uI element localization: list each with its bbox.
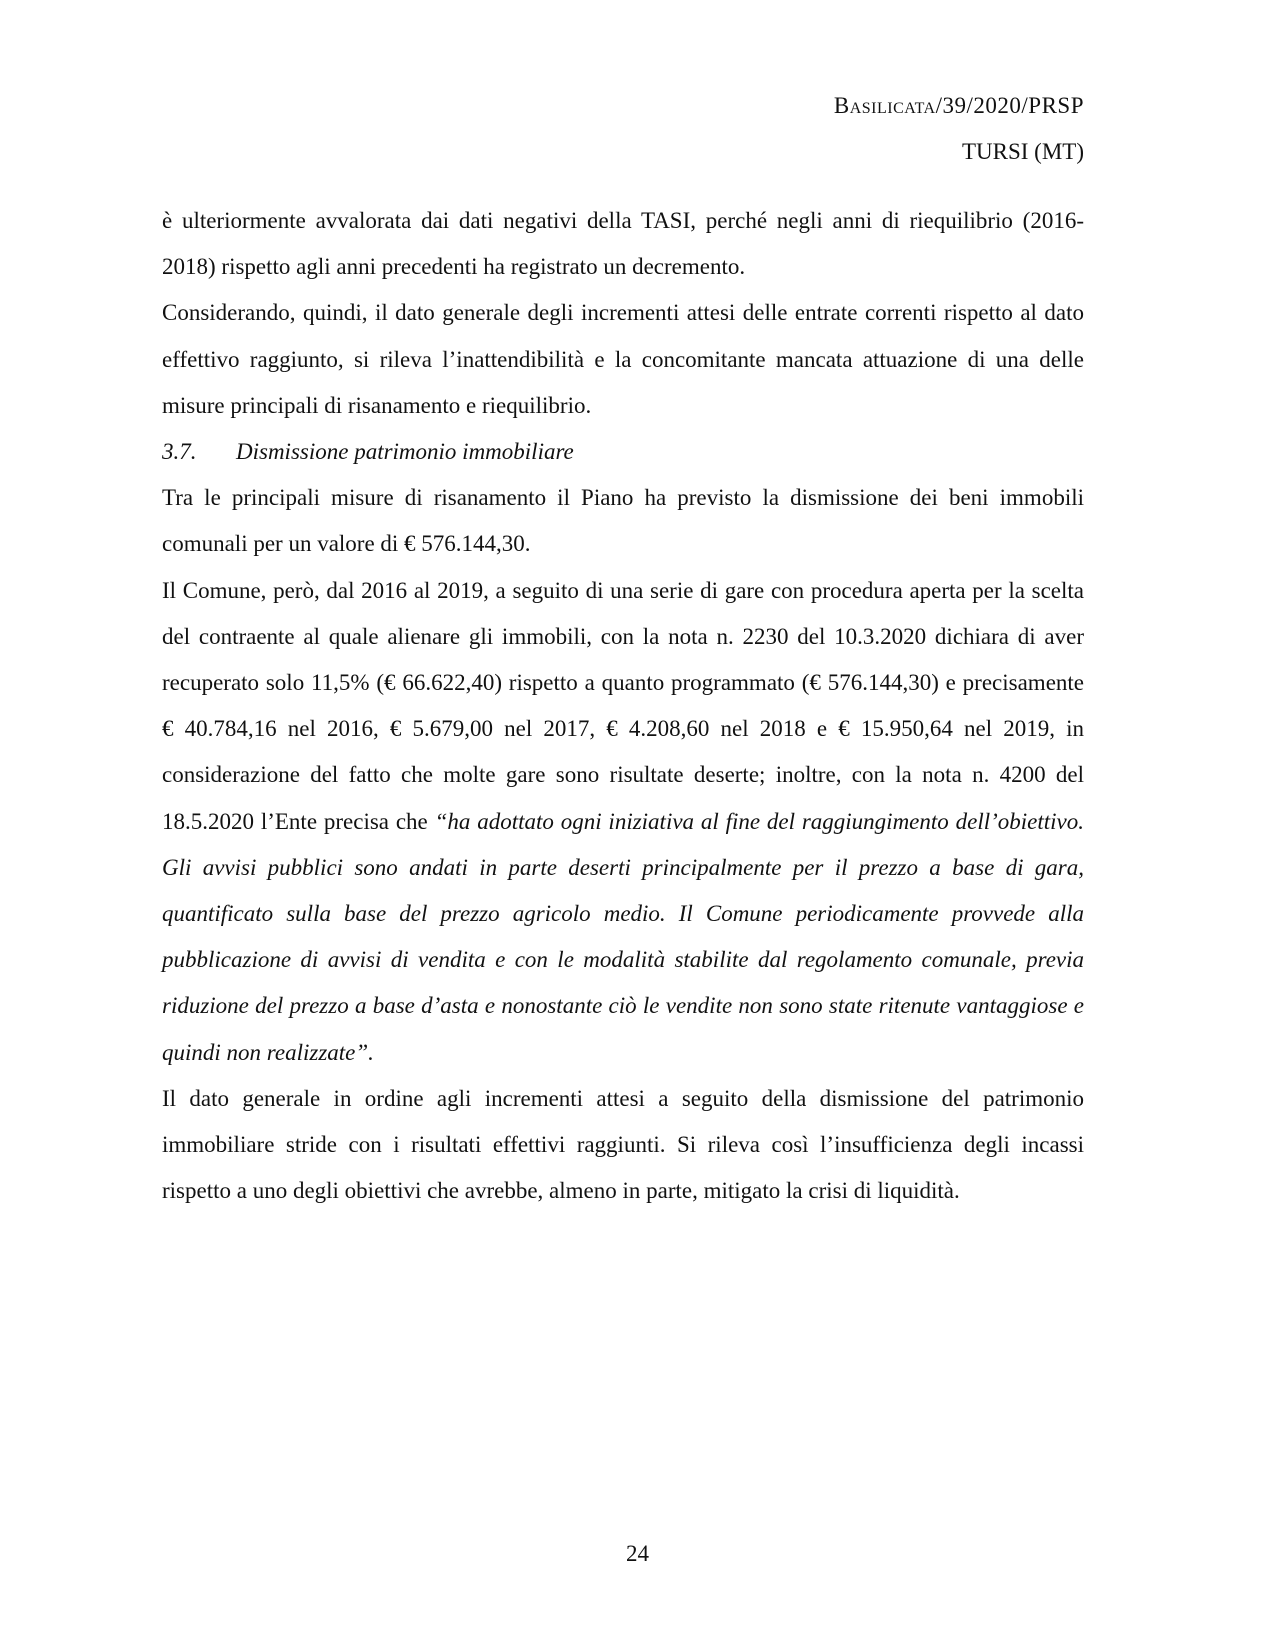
section-number: 3.7. <box>162 439 197 465</box>
paragraph: Tra le principali misure di risanamento il Piano ha previsto la dismissione dei beni immobili comunali per un valore di € 576.144,30. <box>162 485 1084 557</box>
page-number: 24 <box>626 1541 649 1566</box>
quotation: “ha adottato ogni iniziativa al fine del raggiungimento dell’obiettivo. Gli avvisi pubblici sono andati in parte deserti principalmente per il prezzo a base di gara, quantificato sulla base del prezzo agricolo medio. Il Comune periodicamente provvede alla pubblicazione di avvisi di vendita e con le modalità stabilite dal regolamento comunale, previa riduzione del prezzo a base d’asta e nonostante ciò le vendite non sono state ritenute vantaggiose e quindi non realizzate”. <box>162 808 1084 1065</box>
paragraph: Il dato generale in ordine agli incrementi attesi a seguito della dismissione del patrimonio immobiliare stride con i risultati effettivi raggiunti. Si rileva così l’insufficienza degli incassi rispetto a uno degli obiettivi che avrebbe, almeno in parte, mitigato la crisi di liquidità. <box>162 1085 1084 1204</box>
paragraph: Considerando, quindi, il dato generale degli incrementi attesi delle entrate correnti rispetto al dato effettivo raggiunto, si rileva l’inattendibilità e la concomitante mancata attuazione di una delle misure principali di risanamento e riequilibrio. <box>162 300 1084 418</box>
section-heading <box>162 429 1084 475</box>
paragraph: è ulteriormente avvalorata dai dati negativi della TASI, perché negli anni di riequilibrio (2016-2018) rispetto agli anni precedenti ha registrato un decremento. <box>162 208 1084 280</box>
entity-name: TURSI (MT) <box>961 139 1084 164</box>
paragraph <box>162 568 1084 1076</box>
page-header <box>834 83 1084 175</box>
document-reference: Basilicata/39/2020/PRSP <box>833 93 1084 118</box>
section-title: Dismissione patrimonio immobiliare <box>236 439 574 465</box>
page-content <box>162 198 1084 1214</box>
paragraph-text: Il Comune, però, dal 2016 al 2019, a seguito di una serie di gare con procedura aperta per la scelta del contraente al quale alienare gli immobili, con la nota n. 2230 del 10.3.2020 dichiara di aver recuperato solo 11,5% (€ 66.622,40) rispetto a quanto programmato (€ 576.144,30) e precisamente € 40.784,16 nel 2016, € 5.679,00 nel 2017, € 4.208,60 nel 2018 e € 15.950,64 nel 2019, in considerazione del fatto che molte gare sono risultate deserte; inoltre, con la nota n. 4200 del 18.5.2020 l’Ente precisa che <box>162 577 1084 834</box>
